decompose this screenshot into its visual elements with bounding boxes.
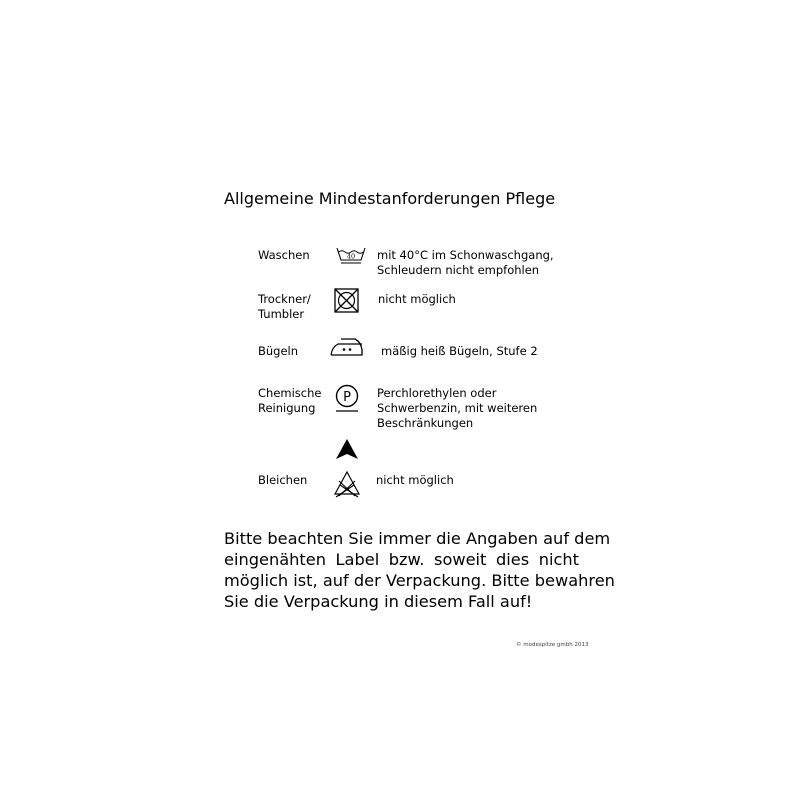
svg-text:P: P bbox=[343, 390, 351, 405]
copyright-text: © modespitze gmbh 2013 bbox=[516, 642, 589, 648]
no-bleach-icon bbox=[334, 470, 360, 498]
bleach-filled-icon bbox=[335, 438, 359, 460]
svg-text:40: 40 bbox=[346, 252, 356, 261]
note-line: eingenähten Label bzw. soweit dies nicht bbox=[224, 550, 579, 569]
care-note bbox=[224, 528, 615, 612]
care-desc-washing: mit 40°C im Schonwaschgang, Schleudern nicht empfohlen bbox=[377, 248, 554, 277]
page-title: Allgemeine Mindestanforderungen Pflege bbox=[224, 189, 556, 208]
dry-clean-p-gentle-icon bbox=[333, 383, 361, 415]
note-line: Bitte beachten Sie immer die Angaben auf dem bbox=[224, 529, 611, 548]
iron-two-dots-icon bbox=[329, 336, 365, 358]
care-desc-ironing: mäßig heiß Bügeln, Stufe 2 bbox=[381, 344, 538, 358]
care-label-drying: Trockner/ Tumbler bbox=[258, 292, 311, 321]
care-label-washing: Waschen bbox=[258, 248, 310, 262]
care-label-bleaching: Bleichen bbox=[258, 473, 308, 487]
care-desc-drycleaning: Perchlorethylen oder Schwerbenzin, mit weiteren Beschränkungen bbox=[377, 386, 538, 430]
care-label-drycleaning: Chemische Reinigung bbox=[258, 386, 322, 415]
care-desc-drying: nicht möglich bbox=[378, 292, 456, 306]
note-line: möglich ist, auf der Verpackung. Bitte bewahren bbox=[224, 571, 615, 590]
care-desc-bleaching: nicht möglich bbox=[376, 473, 454, 487]
care-label-ironing: Bügeln bbox=[258, 344, 299, 358]
no-tumble-dry-icon bbox=[333, 287, 360, 314]
wash-40-gentle-icon bbox=[336, 246, 366, 266]
note-line: Sie die Verpackung in diesem Fall auf! bbox=[224, 592, 533, 611]
